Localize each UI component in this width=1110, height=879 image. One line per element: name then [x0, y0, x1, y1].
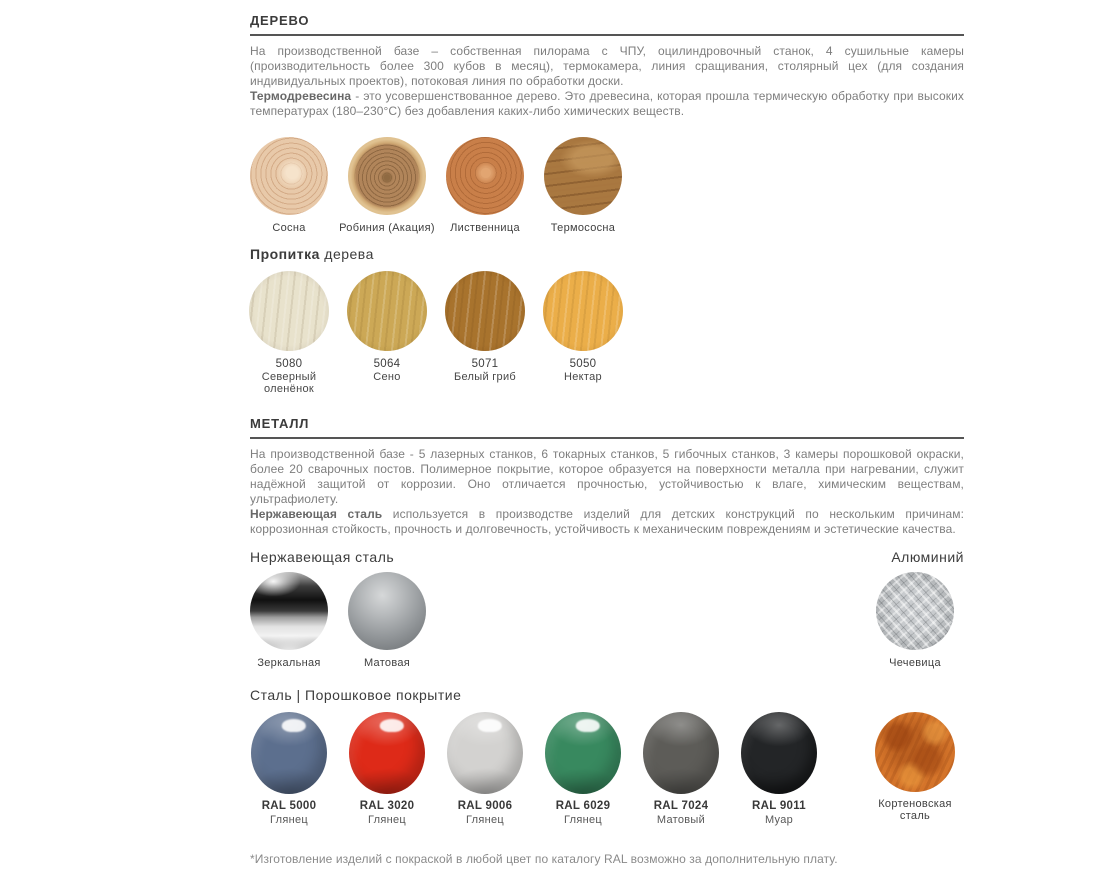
ral-code: RAL 3020 — [359, 800, 415, 812]
ral-6029-swatch — [545, 712, 621, 794]
ral-footnote: *Изготовление изделий с покраской в любой цвет по каталогу RAL возможно за дополнительную плату. — [250, 852, 838, 866]
larch-wood-swatch — [446, 137, 524, 215]
swatch-larch — [436, 137, 534, 234]
stainless-text: используется в производстве изделий для детских конструкций по нескольким причинам: коррозионная стойкость, прочность и долговечность, устойчивость к механическим повреждениям и эстетические качества. — [250, 507, 965, 536]
ral-finish: Глянец — [563, 814, 602, 826]
ral-code: RAL 7024 — [653, 800, 709, 812]
swatch-matte-steel — [338, 572, 436, 669]
metal-paragraph-1: На производственной базе - 5 лазерных станков, 6 токарных станков, 5 гибочных станков, 3 камеры порошковой окраски, более 20 сварочных постов. Полимерное покрытие, которое образуется на поверхности металла при нагревании, служит надёжной защитой от коррозии. Оно отличается прочностью, устойчивостью к влаге, химическим веществам, ультрафиолету. — [250, 447, 964, 506]
impregnation-title-bold: Пропитка — [250, 246, 320, 262]
stain-5080-swatch — [249, 271, 329, 351]
ral-finish: Муар — [764, 814, 794, 826]
impregnation-title — [250, 247, 964, 262]
stain-5064-swatch — [347, 271, 427, 351]
pine-wood-swatch — [250, 137, 328, 215]
section-divider — [250, 437, 964, 439]
swatch-ral-9006 — [436, 712, 534, 826]
swatch-5071 — [436, 271, 534, 395]
wood-swatch-row — [240, 137, 964, 234]
ral-7024-swatch — [643, 712, 719, 794]
swatch-ral-3020 — [338, 712, 436, 826]
swatch-label: Робиния (Акация) — [339, 222, 435, 234]
stain-name: Нектар — [564, 371, 602, 383]
stain-code: 5080 — [275, 358, 303, 370]
ral-code: RAL 9011 — [752, 800, 806, 812]
ral-9011-swatch — [741, 712, 817, 794]
stain-name: Северный оленёнок — [261, 371, 317, 395]
powder-coating-title: Сталь | Порошковое покрытие — [250, 687, 462, 703]
matte-steel-swatch — [348, 572, 426, 650]
aluminum-title: Алюминий — [891, 549, 964, 565]
impregnation-swatch-row — [240, 271, 964, 395]
ral-finish: Глянец — [269, 814, 308, 826]
thermowood-lead: Термодревесина — [250, 89, 352, 103]
mirror-steel-swatch — [250, 572, 328, 650]
ral-code: RAL 9006 — [457, 800, 513, 812]
impregnation-title-rest: дерева — [319, 246, 374, 262]
swatch-ral-9011 — [730, 712, 828, 826]
swatch-label: Зеркальная — [257, 657, 321, 669]
metal-paragraph-2 — [250, 507, 964, 537]
robinia-wood-swatch — [348, 137, 426, 215]
stain-5050-swatch — [543, 271, 623, 351]
stain-5071-swatch — [445, 271, 525, 351]
ral-5000-swatch — [251, 712, 327, 794]
wood-paragraph-1: На производственной базе – собственная пилорама с ЧПУ, оцилиндровочный станок, 4 сушильные камеры (производительность более 300 кубов в месяц), термокамера, линия сращивания, столярный цех (для создания индивидуальных проектов), потоковая линия по обработки доски. — [250, 44, 964, 88]
stain-code: 5064 — [373, 358, 401, 370]
stain-name: Сено — [373, 371, 401, 383]
swatch-label: Сосна — [272, 222, 306, 234]
swatch-label: Матовая — [363, 657, 411, 669]
powder-swatch-row — [240, 712, 964, 826]
swatch-5064 — [338, 271, 436, 395]
swatch-label: Лиственница — [450, 222, 520, 234]
swatch-ral-7024 — [632, 712, 730, 826]
ral-finish: Глянец — [367, 814, 406, 826]
wood-section-title: ДЕРЕВО — [250, 13, 310, 28]
section-divider — [250, 34, 964, 36]
swatch-5080 — [240, 271, 338, 395]
wood-paragraph-2 — [250, 89, 964, 119]
catalog-page — [250, 14, 964, 866]
stainless-lead: Нержавеющая сталь — [250, 507, 383, 521]
thermowood-text: - это усовершенствованное дерево. Это древесина, которая прошла термическую обработку при высоких температурах (180–230°С) без добавления каких-либо химических веществ. — [250, 89, 964, 118]
thermopine-wood-swatch — [544, 137, 622, 215]
swatch-lentil-aluminum — [866, 572, 964, 669]
swatch-ral-5000 — [240, 712, 338, 826]
ral-code: RAL 6029 — [555, 800, 611, 812]
ral-9006-swatch — [447, 712, 523, 794]
swatch-mirror-steel — [240, 572, 338, 669]
swatch-ral-6029 — [534, 712, 632, 826]
swatch-corten — [866, 712, 964, 826]
ral-code: RAL 5000 — [261, 800, 317, 812]
swatch-label: Чечевица — [889, 657, 941, 669]
lentil-aluminum-swatch — [876, 572, 954, 650]
ral-3020-swatch — [349, 712, 425, 794]
ral-finish: Глянец — [465, 814, 504, 826]
swatch-robinia — [338, 137, 436, 234]
swatch-pine — [240, 137, 338, 234]
swatch-label: Термососна — [550, 222, 616, 234]
stainless-swatch-row — [240, 572, 964, 669]
stain-code: 5050 — [569, 358, 597, 370]
corten-steel-swatch — [875, 712, 955, 792]
swatch-label: Кортеновская сталь — [878, 798, 952, 822]
stainless-title: Нержавеющая сталь — [250, 549, 395, 565]
stain-name: Белый гриб — [453, 371, 517, 383]
ral-finish: Матовый — [656, 814, 706, 826]
metal-section-title: МЕТАЛЛ — [250, 416, 310, 431]
stain-code: 5071 — [471, 358, 499, 370]
swatch-thermopine — [534, 137, 632, 234]
swatch-5050 — [534, 271, 632, 395]
stainless-header-row — [250, 550, 964, 565]
